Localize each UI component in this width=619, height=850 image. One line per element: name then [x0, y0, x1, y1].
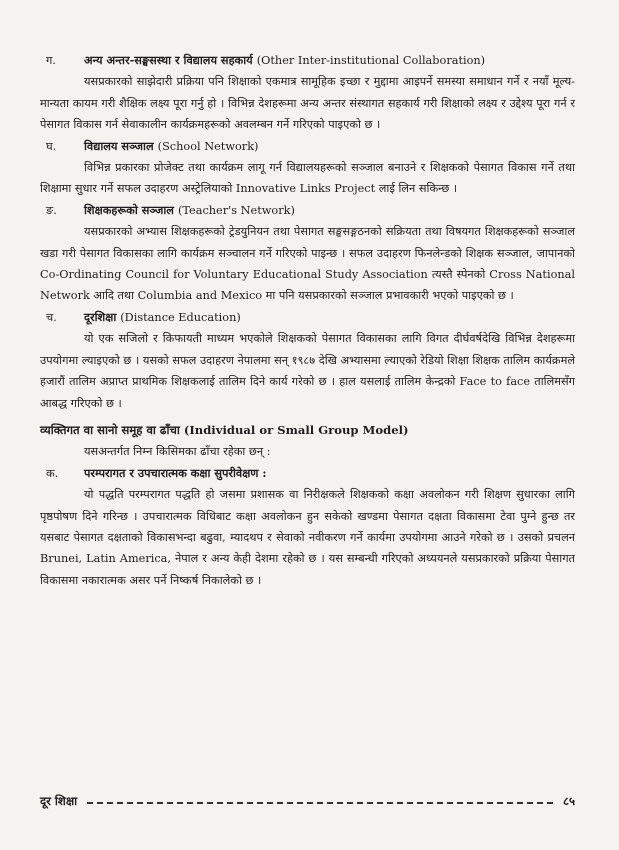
section-title: विद्यालय सञ्जाल [84, 138, 154, 153]
footer-dashed-rule [87, 802, 553, 804]
footer-label: दूर शिक्षा [40, 794, 78, 808]
section-heading-nga [40, 200, 575, 221]
subsection-body-ka: यो पद्धति परम्परागत पद्धति हो जसमा प्रशासक वा निरीक्षकले शिक्षकको कक्षा अवलोकन गरी शिक्षण सुधारका लागि पृष्ठपोषण दिने गरिन्छ । उपचारात्मक विधिबाट कक्षा अवलोकन हुन सकेको खण्डमा पेसागत दक्षता विकासमा टेवा पुग्ने हुन्छ तर यसबाट पेसागत दक्षताको विकासभन्दा बढुवा, म्यादथप र सेवाको नवीकरण गर्ने कार्यमा उपयोगमा आउने गरेको छ । उसको प्रचलन Brunei, Latin America, नेपाल र अन्य केही देशमा रहेको छ । यस सम्बन्धी गरिएको अध्ययनले यसप्रकारको प्रक्रिया पेसागत विकासमा नकारात्मक असर पर्ने निष्कर्ष निकालेको छ । [40, 488, 575, 587]
model-heading: व्यक्तिगत वा सानो समूह वा ढाँचा (Individual or Small Group Model) [40, 422, 409, 437]
section-title: परम्परागत र उपचारात्मक कक्षा सुपरीवेक्षण : [84, 465, 267, 480]
section-title: अन्य अन्तर-सङ्घसस्था र विद्यालय सहकार्य [84, 53, 253, 67]
section-heading-cha [40, 307, 575, 328]
page-number: ८५ [562, 794, 575, 808]
section-title-english: (Distance Education) [120, 310, 241, 324]
section-title-english: (Teacher's Network) [177, 203, 295, 217]
section-heading-ga [40, 50, 575, 71]
section-body-ga: यसप्रकारको साझेदारी प्रक्रिया पनि शिक्षाको एकमात्र सामूहिक इच्छा र मुद्दामा आइपर्ने समस्या समाधान गर्ने र नयाँ मूल्य-मान्यता कायम गरी शैक्षिक लक्ष्य पूरा गर्नु हो । विभिन्न देशहरूमा अन्य अन्तर संस्थागत सहकार्य गरी शिक्षाको लक्ष्य र उद्देश्य पूरा गर्न र पेसागत विकास गर्न सेवाकालीन कार्यक्रमहरूको अवलम्बन गर्ने गरिएको पाइएको छ । [40, 75, 575, 132]
section-marker: ग. [46, 54, 56, 67]
section-title-english: (Other Inter-institutional Collaboration) [256, 54, 486, 67]
section-title: शिक्षकहरूको सञ्जाल [84, 202, 174, 217]
section-body-nga: यसप्रकारको अभ्यास शिक्षकहरूको ट्रेडयुनियन तथा पेसागत सङ्घसङ्गठनको सक्रियता तथा विषयगत शिक्षकहरूको सञ्जाल खडा गरी पेसागत विकासका लागि कार्यक्रम सञ्चालन गर्ने गरिएको पाइन्छ । सफल उदाहरण फिनलेन्डको शिक्षक सञ्जाल, जापानको Co-Ordinating Council for Voluntary Educational Study Association त्यस्तै स्पेनको Cross National Network आदि तथा Columbia and Mexico मा पनि यसप्रकारको सञ्जाल प्रभावकारी भएको पाइएको छ । [40, 225, 575, 303]
section-title: दूरशिक्षा [84, 309, 117, 324]
page-footer [40, 791, 575, 812]
spacer [40, 414, 575, 416]
section-body-cha: यो एक सजिलो र किफायती माध्यम भएकोले शिक्षकको पेसागत विकासका लागि विगत दीर्घवर्षदेखि विभिन्न देशहरूमा उपयोगमा ल्याइएको छ । यसको सफल उदाहरण नेपालमा सन् १९८७ देखि अभ्यासमा ल्याएको रेडियो शिक्षा शिक्षक तालिम कार्यक्रमले हजारौं तालिम अप्राप्त प्राथमिक शिक्षकलाई तालिम दिने कार्य गरेको छ । हाल यसलाई तालिम केन्द्रको Face to face तालिमसँग आबद्ध गरिएको छ । [40, 332, 575, 410]
section-marker: घ. [46, 139, 57, 153]
section-marker: क. [46, 466, 59, 480]
section-heading-gha [40, 136, 575, 157]
section-marker: च. [46, 310, 57, 324]
section-marker: ङ. [46, 203, 57, 217]
model-intro: यसअन्तर्गत निम्न किसिमका ढाँचा रहेका छन् : [84, 445, 271, 459]
subsection-heading-ka [40, 463, 575, 484]
section-title-english: (School Network) [157, 139, 259, 153]
section-body-gha: विभिन्न प्रकारका प्रोजेक्ट तथा कार्यक्रम लागू गर्न विद्यालयहरूको सञ्जाल बनाउने र शिक्षकको पेसागत विकास गर्ने तथा शिक्षामा सुधार गर्ने सफल उदाहरण अस्ट्रेलियाको Innovative Links Project लाई लिन सकिन्छ । [40, 161, 575, 196]
